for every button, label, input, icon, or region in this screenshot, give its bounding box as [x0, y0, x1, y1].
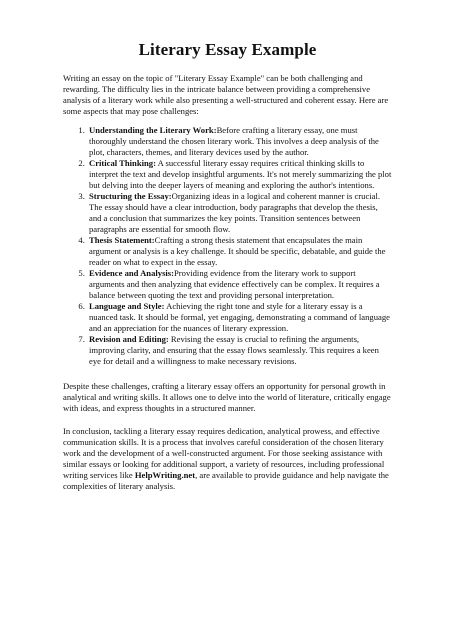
- list-item: [87, 334, 392, 367]
- challenges-list: [63, 125, 392, 367]
- list-item-text: Crafting a strong thesis statement that encapsulates the main argument or analysis is a key challenge. It should be specific, debatable, and guide the reader on what to expect in the essay.: [89, 235, 386, 267]
- list-item: [87, 268, 392, 301]
- list-item-text: Providing evidence from the literary work to support arguments and then analyzing that evidence effectively can be complex. It requires a balance between quoting the text and providing personal interpretation.: [89, 268, 380, 300]
- page-title: Literary Essay Example: [138, 40, 317, 59]
- list-item-text: Revising the essay is crucial to refining the arguments, improving clarity, and ensuring that the essay flows seamlessly. This requires a keen eye for detail and a willingness to make necessary revisions.: [89, 334, 379, 366]
- list-item-text: A successful literary essay requires critical thinking skills to interpret the text and develop insightful arguments. It's not merely summarizing the plot but delving into the deeper layers of meaning and exploring the author's intentions.: [89, 158, 392, 190]
- list-item-text: Achieving the right tone and style for a literary essay is a nuanced task. It should be formal, yet engaging, demonstrating a command of language and an appreciation for the nuances of literary expression.: [89, 301, 390, 333]
- list-item-text: Organizing ideas in a logical and coherent manner is crucial. The essay should have a clear introduction, body paragraphs that develop the thesis, and a conclusion that summarizes the key points. Transition sentences between paragraphs are essential for smooth flow.: [89, 191, 381, 234]
- list-item-text: Before crafting a literary essay, one must thoroughly understand the chosen literary work. This involves a deep analysis of the plot, characters, themes, and literary devices used by the author.: [89, 125, 379, 157]
- list-item: [87, 235, 392, 268]
- intro-paragraph: Writing an essay on the topic of "Literary Essay Example" can be both challenging and rewarding. The difficulty lies in the intricate balance between providing a comprehensive analysis of a literary work while also presenting a well-structured and coherent essay. Here are some aspects that may pose challenges:: [63, 73, 389, 116]
- list-item: [87, 191, 392, 235]
- list-item-heading: Understanding the Literary Work:: [89, 125, 217, 135]
- list-item-heading: Evidence and Analysis:: [89, 268, 175, 278]
- despite-paragraph: Despite these challenges, crafting a literary essay offers an opportunity for personal growth in analytical and writing skills. It allows one to delve into the world of literature, critically engage with ideas, and express thoughts in a structured manner.: [63, 381, 391, 413]
- list-item-heading: Critical Thinking:: [89, 158, 156, 168]
- list-item-heading: Thesis Statement:: [89, 235, 155, 245]
- conclusion-paragraph: [63, 426, 392, 492]
- list-item: [87, 125, 392, 158]
- helpwriting-link[interactable]: HelpWriting.net: [134, 470, 196, 480]
- conclusion-text-after: , are available to provide guidance and help navigate the complexities of literary analysis.: [63, 470, 389, 491]
- list-item: [87, 301, 392, 334]
- list-item: [87, 158, 392, 191]
- list-item-heading: Structuring the Essay:: [89, 191, 172, 201]
- list-item-heading: Language and Style:: [89, 301, 165, 311]
- conclusion-text-before: In conclusion, tackling a literary essay requires dedication, analytical prowess, and effective communication skills. It is a process that involves careful consideration of the chosen literary work and the development of a well-constructed argument. For those seeking assistance with similar essays or looking for additional support, a variety of resources, including professional writing services like: [63, 426, 385, 480]
- list-item-heading: Revision and Editing:: [89, 334, 169, 344]
